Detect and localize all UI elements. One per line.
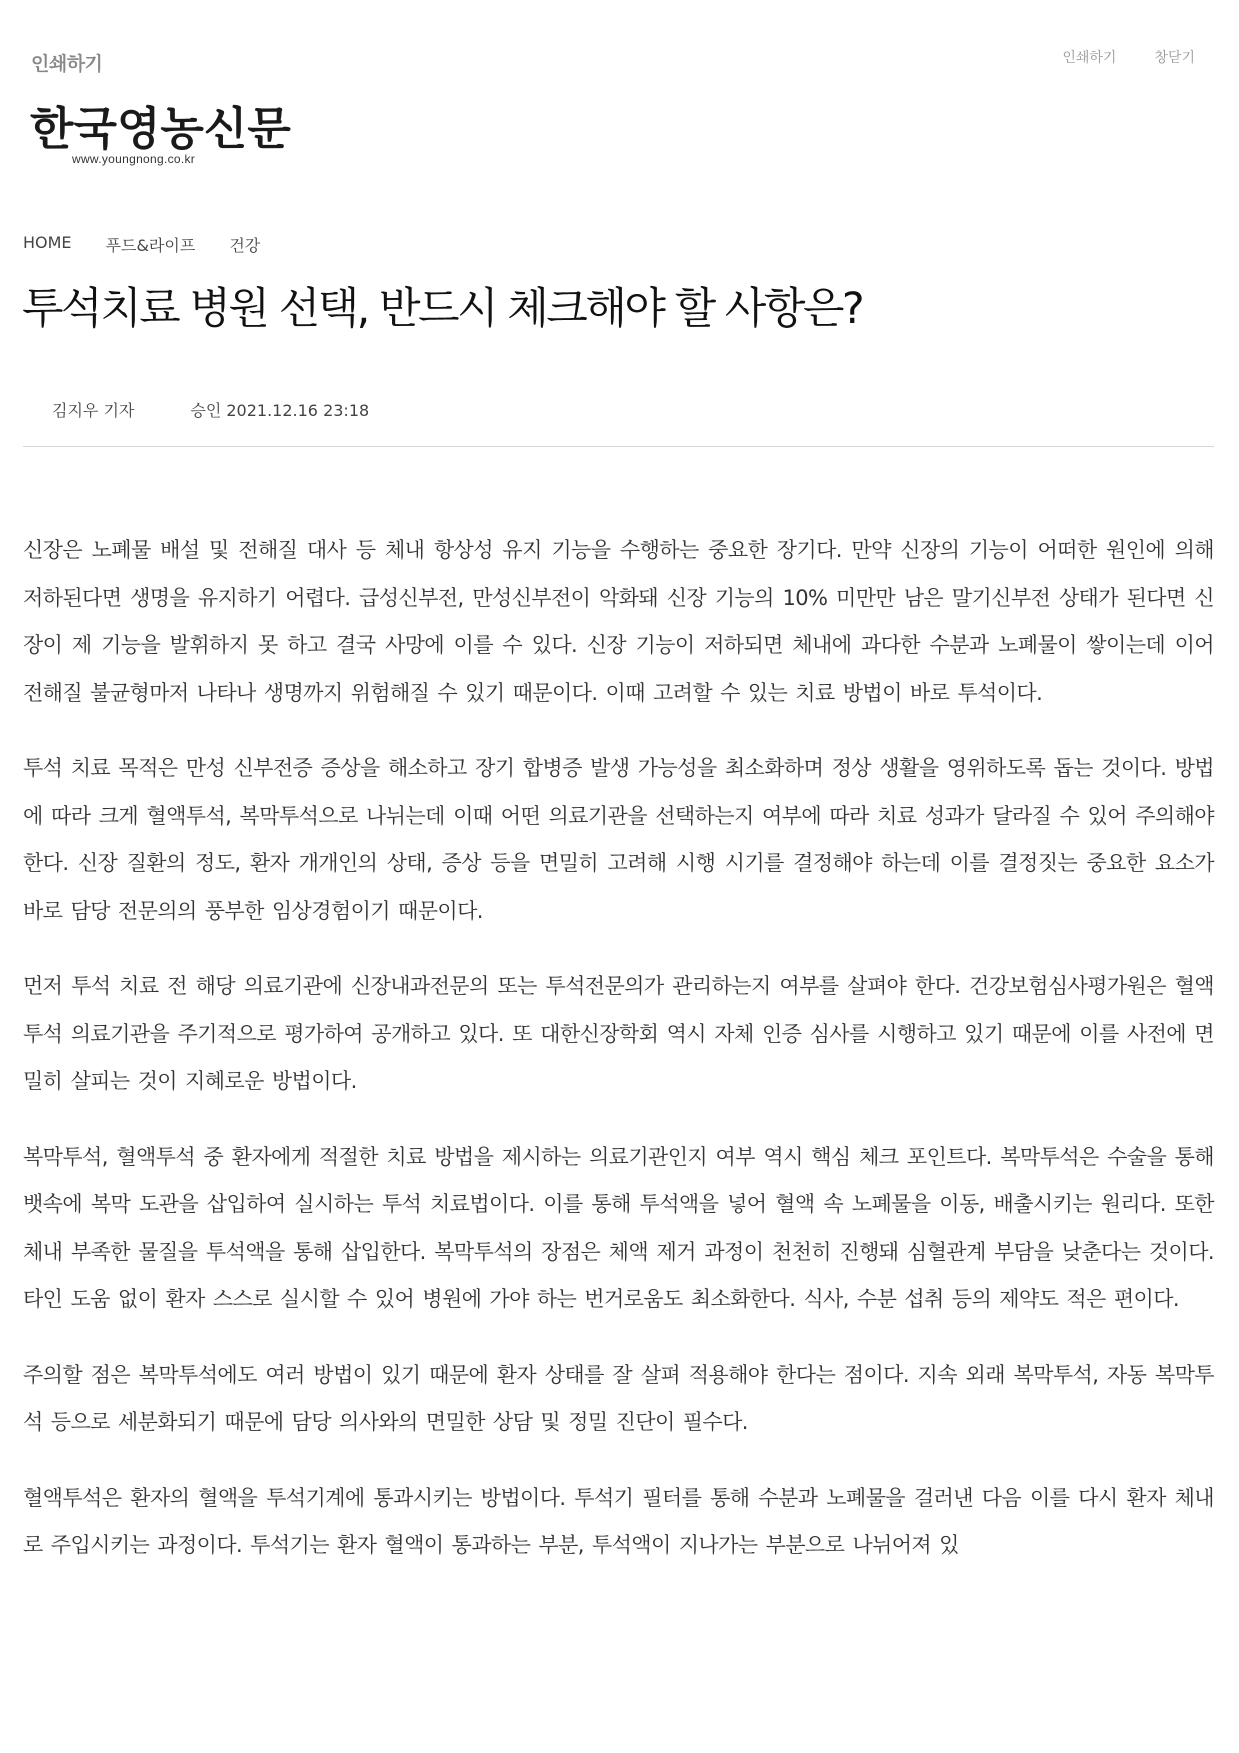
article-title: 투석치료 병원 선택, 반드시 체크해야 할 사항은?: [22, 284, 863, 334]
site-logo[interactable]: [30, 104, 291, 166]
breadcrumb: [23, 233, 260, 256]
breadcrumb-health[interactable]: 건강: [229, 236, 261, 255]
article-paragraph: 복막투석, 혈액투석 중 환자에게 적절한 치료 방법을 제시하는 의료기관인지 여부 역시 핵심 체크 포인트다. 복막투석은 수술을 통해 뱃속에 복막 도관을 삽입하여 실시하는 투석 치료법이다. 이를 통해 투석액을 넣어 혈액 속 노폐물을 이동, 배출시키는 원리다. 또한 체내 부족한 물질을 투석액을 통해 삽입한다. 복막투석의 장점은 체액 제거 과정이 천천히 진행돼 심혈관계 부담을 낮춘다는 것이다. 타인 도움 없이 환자 스스로 실시할 수 있어 병원에 가야 하는 번거로움도 최소화한다. 식사, 수분 섭취 등의 제약도 적은 편이다.: [23, 1144, 1214, 1311]
article-paragraph: 주의할 점은 복막투석에도 여러 방법이 있기 때문에 환자 상태를 잘 살펴 적용해야 한다는 점이다. 지속 외래 복막투석, 자동 복막투석 등으로 세분화되기 때문에 담당 의사와의 면밀한 상담 및 정밀 진단이 필수다.: [23, 1362, 1214, 1434]
approved-date: 승인 2021.12.16 23:18: [190, 401, 370, 420]
print-label[interactable]: 인쇄하기: [31, 53, 103, 75]
byline: [52, 398, 369, 421]
author: 김지우 기자: [52, 401, 135, 420]
article-paragraph: 신장은 노폐물 배설 및 전해질 대사 등 체내 항상성 유지 기능을 수행하는 중요한 장기다. 만약 신장의 기능이 어떠한 원인에 의해 저하된다면 생명을 유지하기 어렵다. 급성신부전, 만성신부전이 악화돼 신장 기능의 10% 미만만 남은 말기신부전 상태가 된다면 신장이 제 기능을 발휘하지 못 하고 결국 사망에 이를 수 있다. 신장 기능이 저하되면 체내에 과다한 수분과 노폐물이 쌓이는데 이어 전해질 불균형마저 나타나 생명까지 위험해질 수 있기 때문이다. 이때 고려할 수 있는 치료 방법이 바로 투석이다.: [23, 538, 1214, 705]
logo-url: www.youngnong.co.kr: [72, 152, 196, 166]
article-paragraph: 혈액투석은 환자의 혈액을 투석기계에 통과시키는 방법이다. 투석기 필터를 통해 수분과 노폐물을 걸러낸 다음 이를 다시 환자 체내로 주입시키는 과정이다. 투석기는 환자 혈액이 통과하는 부분, 투석액이 지나가는 부분으로 나뉘어져 있: [23, 1485, 1214, 1557]
breadcrumb-food-life[interactable]: 푸드&라이프: [105, 236, 196, 255]
article-body: [23, 527, 1214, 1598]
top-links: [1062, 47, 1195, 67]
header-divider: [23, 446, 1214, 447]
logo-name: 한국영농신문: [30, 102, 291, 155]
print-link[interactable]: 인쇄하기: [1062, 50, 1117, 66]
breadcrumb-home[interactable]: HOME: [23, 233, 72, 252]
article-paragraph: 투석 치료 목적은 만성 신부전증 증상을 해소하고 장기 합병증 발생 가능성을 최소화하며 정상 생활을 영위하도록 돕는 것이다. 방법에 따라 크게 혈액투석, 복막투석으로 나뉘는데 이때 어떤 의료기관을 선택하는지 여부에 따라 치료 성과가 달라질 수 있어 주의해야 한다. 신장 질환의 정도, 환자 개개인의 상태, 증상 등을 면밀히 고려해 시행 시기를 결정해야 하는데 이를 결정짓는 중요한 요소가 바로 담당 전문의의 풍부한 임상경험이기 때문이다.: [23, 756, 1214, 923]
close-window-link[interactable]: 창닫기: [1154, 50, 1195, 66]
article-paragraph: 먼저 투석 치료 전 해당 의료기관에 신장내과전문의 또는 투석전문의가 관리하는지 여부를 살펴야 한다. 건강보험심사평가원은 혈액투석 의료기관을 주기적으로 평가하여 공개하고 있다. 또 대한신장학회 역시 자체 인증 심사를 시행하고 있기 때문에 이를 사전에 면밀히 살피는 것이 지혜로운 방법이다.: [23, 974, 1214, 1093]
